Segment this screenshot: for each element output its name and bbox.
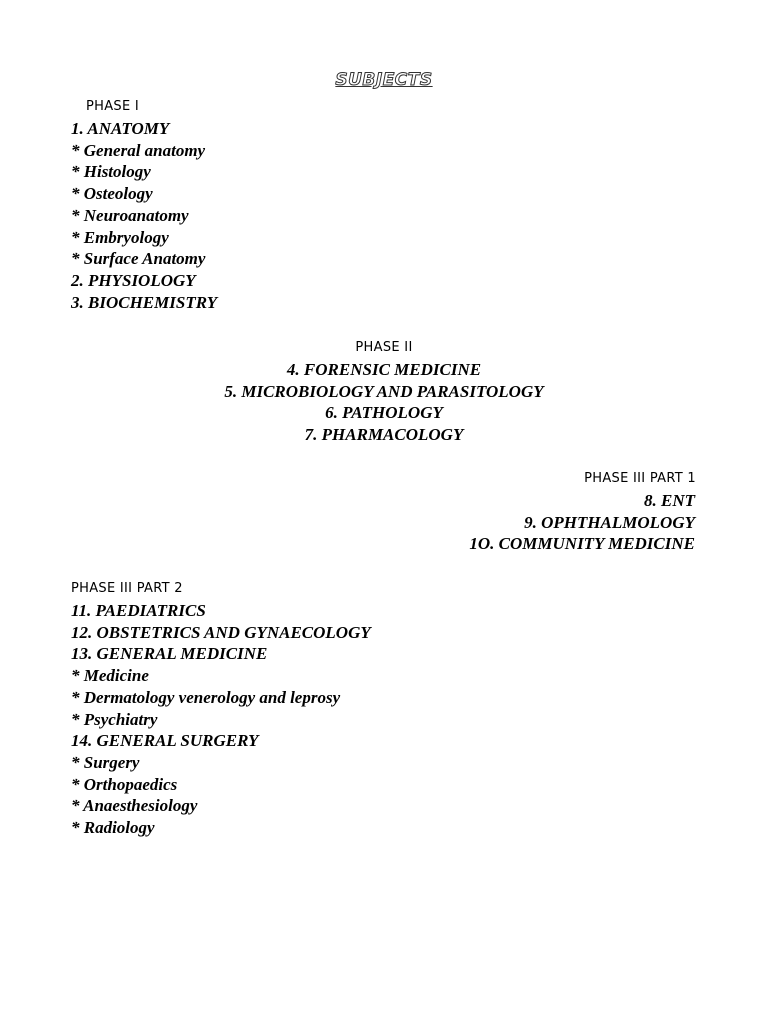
subject-line: 1. ANATOMY (71, 119, 170, 138)
subject-line: 8. ENT (644, 491, 695, 510)
subject-line: * Surface Anatomy (71, 249, 206, 269)
subject-line: * Osteology (71, 184, 153, 204)
subject-line: * Orthopaedics (71, 774, 178, 794)
subject-line: * Radiology (71, 818, 155, 838)
subject-line: 4. FORENSIC MEDICINE (286, 360, 482, 379)
subject-line: 6. PATHOLOGY (325, 403, 443, 423)
subject-line: * Medicine (71, 666, 149, 686)
subject-line: 3. BIOCHEMISTRY (71, 292, 218, 312)
subject-line: 5. MICROBIOLOGY AND PARASITOLOGY (224, 381, 544, 401)
subject-line: 12. OBSTETRICS AND GYNAECOLOGY (71, 622, 371, 642)
phase-3-part-2-label: PHASE III PART 2 (71, 581, 183, 596)
phase-3-part-2-subject-list (71, 600, 371, 839)
subject-line: * General anatomy (71, 140, 206, 160)
phase-3-part-1-subject-list (469, 490, 695, 555)
subject-line: * Neuroanatomy (71, 205, 189, 225)
subject-line: * Dermatology venerology and leprosy (71, 687, 341, 707)
subject-line: * Psychiatry (71, 709, 158, 729)
phase-2-label: PHASE II (355, 340, 413, 355)
document-title: SUBJECTS (335, 70, 433, 90)
subject-line: 9. OPHTHALMOLOGY (524, 512, 695, 532)
subject-line: * Anaesthesiology (71, 796, 198, 816)
subject-line: 1O. COMMUNITY MEDICINE (469, 534, 695, 554)
subject-line: * Embryology (71, 227, 169, 247)
phase-1-subject-list (71, 118, 217, 313)
subject-line: * Histology (71, 162, 151, 182)
subject-line: * Surgery (71, 752, 140, 772)
phase-1-label: PHASE I (86, 99, 140, 114)
phase-2-subject-list (0, 359, 768, 446)
subject-line: 7. PHARMACOLOGY (304, 425, 464, 445)
subject-line: 13. GENERAL MEDICINE (71, 644, 268, 664)
subject-line: 11. PAEDIATRICS (71, 601, 206, 620)
subject-line: 14. GENERAL SURGERY (71, 731, 259, 751)
subject-line: 2. PHYSIOLOGY (71, 270, 196, 290)
phase-3-part-1-label: PHASE III PART 1 (584, 471, 696, 486)
